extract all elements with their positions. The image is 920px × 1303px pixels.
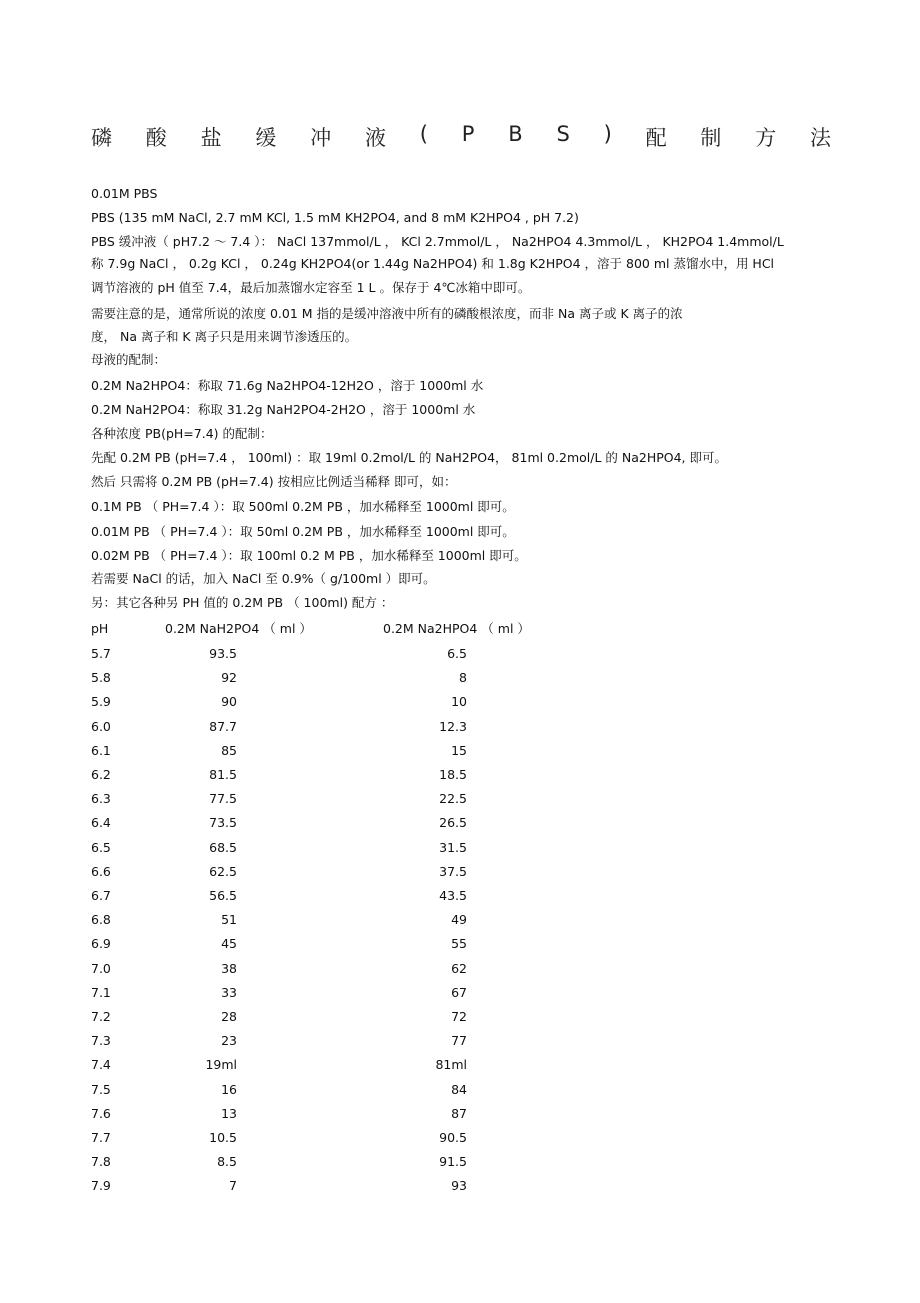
table-cell: 87	[451, 1105, 467, 1121]
title-char: 方	[755, 126, 777, 150]
table-cell: 55	[451, 936, 467, 952]
table-cell: 51	[221, 912, 237, 928]
text-line: 若需要 NaCl 的话，加入 NaCl 至 0.9%（ g/100ml ）即可。	[91, 571, 436, 586]
table-cell: 67	[451, 984, 467, 1000]
text-line: 0.1M PB （ PH=7.4 ）：取 500ml 0.2M PB ，加水稀释至 1000ml 即可。	[91, 499, 515, 514]
table-cell: 77.5	[209, 791, 237, 807]
table-row	[91, 767, 551, 783]
table-row	[91, 1009, 551, 1025]
table-cell: 13	[221, 1105, 237, 1121]
table-cell: 6.7	[91, 888, 111, 903]
table-cell: 87.7	[209, 718, 237, 734]
text-line: 0.02M PB （ PH=7.4 ）：取 100ml 0.2 M PB ，加水稀释至 1000ml 即可。	[91, 548, 527, 563]
table-cell: 77	[451, 1033, 467, 1049]
text-line: 母液的配制：	[91, 352, 167, 367]
table-cell: 23	[221, 1033, 237, 1049]
table-cell: 6.0	[91, 718, 111, 734]
table-row	[91, 646, 551, 662]
table-cell: 43.5	[439, 888, 467, 903]
table-cell: 12.3	[439, 718, 467, 734]
table-cell: 7.9	[91, 1178, 111, 1194]
table-cell: 33	[221, 984, 237, 1000]
title-char: P	[461, 122, 475, 146]
table-cell: 7.3	[91, 1033, 111, 1049]
table-cell: 5.9	[91, 694, 111, 710]
table-cell: 85	[221, 742, 237, 758]
text-line: 称 7.9g NaCl ， 0.2g KCl ， 0.24g KH2PO4(or 1.44g Na2HPO4) 和 1.8g K2HPO4 ，溶于 800 ml 蒸馏水中，用 HCl	[91, 256, 775, 271]
title-char: 缓	[255, 126, 277, 150]
text-line: 度， Na 离子和 K 离子只是用来调节渗透压的。	[91, 329, 358, 344]
text-line: 需要注意的是，通常所说的浓度 0.01 M 指的是缓冲溶液中所有的磷酸根浓度，而非 Na 离子或 K 离子的浓	[91, 306, 683, 321]
table-cell: 68.5	[209, 839, 237, 855]
table-row	[91, 1178, 551, 1194]
table-cell: 81.5	[209, 767, 237, 782]
title-char: 液	[364, 126, 386, 150]
table-row	[91, 1033, 551, 1049]
text-line: 各种浓度 PB(pH=7.4) 的配制：	[91, 426, 273, 441]
table-cell: 15	[451, 742, 467, 758]
table-cell: 7.0	[91, 960, 111, 976]
table-row	[91, 670, 551, 686]
title-char: S	[556, 122, 570, 146]
text-line: PBS (135 mM NaCl, 2.7 mM KCl, 1.5 mM KH2PO4, and 8 mM K2HPO4 , pH 7.2)	[91, 210, 579, 225]
column-header: 0.2M NaH2PO4 （ ml ）	[165, 621, 312, 636]
title-char: 冲	[310, 126, 332, 150]
text-line: 0.01M PBS	[91, 186, 158, 201]
title-char: (	[419, 122, 428, 146]
table-cell: 62	[451, 960, 467, 976]
table-row	[91, 1154, 551, 1170]
table-cell: 84	[451, 1081, 467, 1097]
table-cell: 5.7	[91, 646, 111, 661]
title-char: 盐	[200, 126, 222, 150]
table-row	[91, 936, 551, 952]
title-char: B	[508, 122, 523, 146]
text-line: 另：其它各种另 PH 值的 0.2M PB （ 100ml) 配方 ：	[91, 595, 394, 610]
table-cell: 7.1	[91, 984, 111, 1000]
table-cell: 6.5	[447, 646, 467, 661]
table-row	[91, 791, 551, 807]
table-cell: 31.5	[439, 839, 467, 855]
table-row	[91, 840, 551, 856]
title-char: )	[603, 122, 612, 146]
table-cell: 7.8	[91, 1154, 111, 1170]
table-header-row	[91, 621, 551, 637]
table-cell: 92	[221, 670, 237, 686]
title-char: 法	[810, 126, 831, 150]
table-cell: 73.5	[209, 815, 237, 831]
text-line: 0.01M PB （ PH=7.4 ）：取 50ml 0.2M PB ，加水稀释至 1000ml 即可。	[91, 524, 515, 539]
table-cell: 7	[229, 1178, 237, 1194]
title-char: 制	[700, 126, 722, 150]
table-row	[91, 1082, 551, 1098]
table-row	[91, 1106, 551, 1122]
table-cell: 38	[221, 960, 237, 976]
table-row	[91, 694, 551, 710]
table-cell: 6.1	[91, 742, 111, 758]
table-cell: 5.8	[91, 670, 111, 686]
text-line: 先配 0.2M PB (pH=7.4 ， 100ml) ：取 19ml 0.2mol/L 的 NaH2PO4， 81ml 0.2mol/L 的 Na2HPO4, 即可。	[91, 450, 727, 465]
table-cell: 6.3	[91, 791, 111, 807]
table-row	[91, 815, 551, 831]
table-cell: 19ml	[205, 1057, 237, 1073]
table-cell: 49	[451, 912, 467, 928]
table-cell: 6.8	[91, 912, 111, 928]
table-cell: 7.4	[91, 1057, 111, 1073]
page-title	[91, 122, 831, 152]
table-row	[91, 1130, 551, 1146]
column-header: 0.2M Na2HPO4 （ ml ）	[383, 621, 530, 636]
table-cell: 7.6	[91, 1105, 111, 1121]
title-char: 酸	[145, 126, 167, 150]
table-cell: 93	[451, 1178, 467, 1194]
table-row	[91, 864, 551, 880]
table-row	[91, 719, 551, 735]
table-cell: 7.2	[91, 1009, 111, 1024]
table-row	[91, 1057, 551, 1073]
table-cell: 93.5	[209, 646, 237, 661]
text-line: 0.2M Na2HPO4：称取 71.6g Na2HPO4-12H2O ，溶于 1000ml 水	[91, 378, 484, 393]
table-cell: 6.9	[91, 936, 111, 952]
text-line: 0.2M NaH2PO4：称取 31.2g NaH2PO4-2H2O ，溶于 1000ml 水	[91, 402, 476, 417]
column-header: pH	[91, 621, 109, 636]
table-cell: 90.5	[439, 1130, 467, 1145]
table-cell: 26.5	[439, 815, 467, 831]
table-row	[91, 743, 551, 759]
text-line: 调节溶液的 pH 值至 7.4，最后加蒸馏水定容至 1 L 。保存于 4℃冰箱中即可。	[91, 280, 531, 295]
title-char: 配	[645, 126, 667, 150]
table-cell: 56.5	[209, 888, 237, 903]
table-cell: 91.5	[439, 1154, 467, 1170]
table-cell: 7.7	[91, 1130, 111, 1145]
table-cell: 10.5	[209, 1130, 237, 1145]
table-cell: 18.5	[439, 767, 467, 782]
table-cell: 22.5	[439, 791, 467, 807]
table-cell: 6.4	[91, 815, 111, 831]
table-cell: 8	[459, 670, 467, 686]
table-cell: 7.5	[91, 1081, 111, 1097]
table-cell: 16	[221, 1081, 237, 1097]
table-cell: 90	[221, 694, 237, 710]
table-row	[91, 961, 551, 977]
table-cell: 37.5	[439, 863, 467, 879]
table-cell: 62.5	[209, 863, 237, 879]
table-cell: 28	[221, 1009, 237, 1024]
table-cell: 6.6	[91, 863, 111, 879]
title-char: 磷	[91, 126, 112, 150]
table-cell: 8.5	[217, 1154, 237, 1170]
table-cell: 72	[451, 1009, 467, 1024]
table-row	[91, 912, 551, 928]
text-line: 然后 只需将 0.2M PB (pH=7.4) 按相应比例适当稀释 即可，如：	[91, 474, 457, 489]
table-cell: 6.5	[91, 839, 111, 855]
table-cell: 6.2	[91, 767, 111, 782]
table-cell: 45	[221, 936, 237, 952]
table-row	[91, 985, 551, 1001]
table-row	[91, 888, 551, 904]
table-cell: 10	[451, 694, 467, 710]
table-cell: 81ml	[435, 1057, 467, 1073]
text-line: PBS 缓冲液（ pH7.2 ～ 7.4 ）： NaCl 137mmol/L ， KCl 2.7mmol/L ， Na2HPO4 4.3mmol/L ， KH2PO4 1.4mmol/L	[91, 234, 784, 249]
